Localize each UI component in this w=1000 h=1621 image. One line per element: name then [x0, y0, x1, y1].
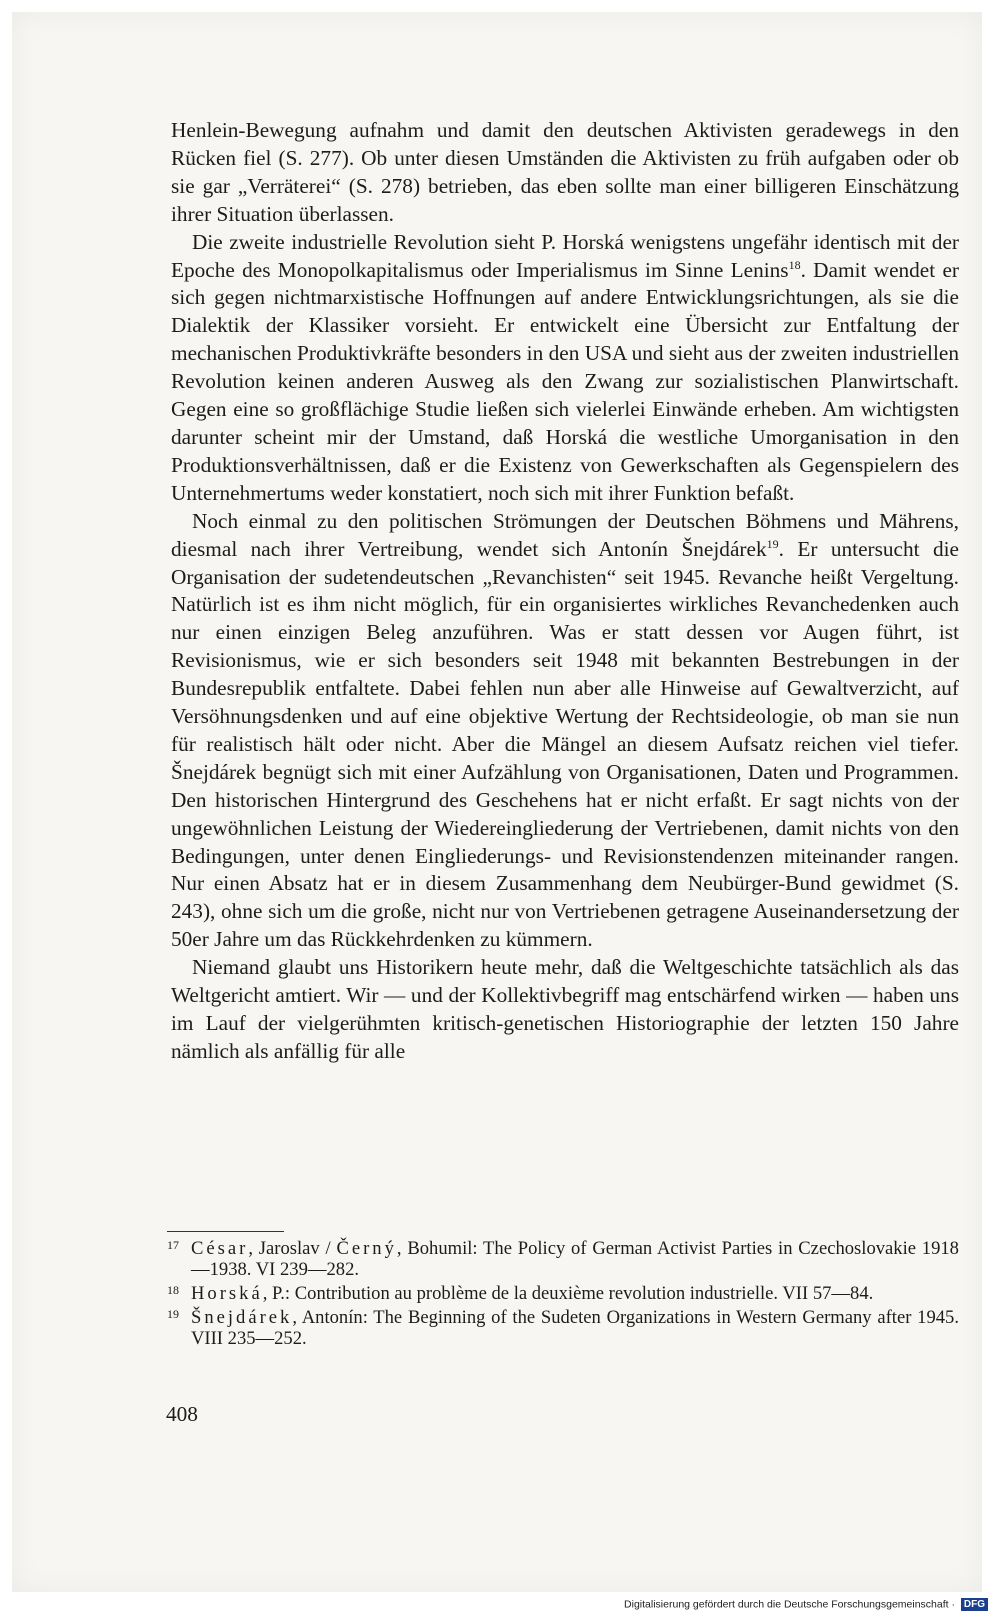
- footnote: [167, 1238, 959, 1280]
- footnote-divider: [167, 1231, 284, 1232]
- page-number: 408: [166, 1402, 198, 1426]
- footnote-reference: 18: [788, 257, 801, 272]
- footnote: [167, 1307, 959, 1349]
- footnote-number: 17: [167, 1238, 179, 1252]
- paragraph: [171, 508, 959, 955]
- footnote-reference: 19: [766, 536, 779, 551]
- funding-notice-text: Digitalisierung gefördert durch die Deutsche Forschungsgemeinschaft ·: [624, 1598, 955, 1611]
- footnote-text: , P.: Contribution au problème de la deuxième revolution industrielle. VII 57—84.: [262, 1283, 874, 1304]
- paragraph-text: Noch einmal zu den politischen Strömungen der Deutschen Böhmens und Mährens, diesmal nach ihrer Vertreibung, wendet sich Antonín Šnejdárek: [171, 508, 959, 561]
- paragraph-text: . Er untersucht die Organisation der sudetendeutschen „Revanchisten“ seit 1945. Revanche heißt Vergeltung. Natürlich ist es ihm nicht möglich, für ein organisiertes wirkliches Revanchedenken auch nur einen einzigen Beleg anzuführen. Was er statt dessen vor Augen führt, ist Revisionismus, wie er sich besonders seit 1948 mit bekannten Bestrebungen in der Bundesrepublik entfaltete. Dabei fehlen nun aber alle Hinweise auf Gewaltverzicht, auf Versöhnungsdenken und auf eine objektive Wertung der Rechtsideologie, ob man sie nun für realistisch hält oder nicht. Aber die Mängel an diesem Aufsatz reichen viel tiefer. Šnejdárek begnügt sich mit einer Aufzählung von Organisationen, Daten und Programmen. Den historischen Hintergrund des Geschehens hat er nicht erfaßt. Er sagt nichts von der ungewöhnlichen Leistung der Wiedereingliederung der Vertriebenen, damit nichts von den Bedingungen, unter denen Eingliederungs- und Revisionstendenzen miteinander rangen. Nur einen Absatz hat er in diesem Zusammenhang dem Neubürger-Bund gewidmet (S. 243), ohne sich um die große, nicht nur von Vertriebenen getragene Auseinandersetzung der 50er Jahre um das Rückkehrdenken zu kümmern.: [171, 536, 960, 952]
- paragraph: [171, 954, 959, 1066]
- footnotes: [167, 1238, 959, 1352]
- main-text: [171, 117, 959, 1066]
- footnote-author: Černý: [336, 1238, 397, 1259]
- footnote-text: , Antonín: The Beginning of the Sudeten Organizations in Western Germany after 1945. VIII 235—252.: [191, 1307, 959, 1349]
- footnote-number: 19: [167, 1307, 179, 1321]
- footnote-author: César: [191, 1238, 249, 1259]
- funding-notice: [624, 1598, 988, 1611]
- dfg-logo: DFG: [961, 1598, 988, 1611]
- paragraph: [171, 229, 959, 508]
- footnote-text: , Bohumil: The Policy of German Activist Parties in Czechoslovakie 1918—1938. VI 239—282.: [191, 1238, 959, 1280]
- paragraph-text: Niemand glaubt uns Historikern heute mehr, daß die Weltgeschichte tatsächlich als das Weltgericht amtiert. Wir — und der Kollektivbegriff mag entschärfend wirken — haben uns im Lauf der vielgerühmten kritisch-genetischen Historiographie der letzten 150 Jahre nämlich als anfällig für alle: [171, 955, 959, 1063]
- paragraph: [171, 117, 959, 229]
- footnote-text: , Jaroslav /: [248, 1238, 337, 1259]
- footnote: [167, 1283, 959, 1304]
- paragraph-text: Henlein-Bewegung aufnahm und damit den deutschen Aktivisten geradewegs in den Rücken fiel (S. 277). Ob unter diesen Umständen die Aktivisten zu früh aufgaben oder ob sie gar „Verräterei“ (S. 278) betrieben, das eben sollte man einer billigeren Einschätzung ihrer Situation überlassen.: [171, 118, 959, 226]
- paragraph-text: . Damit wendet er sich gegen nichtmarxistische Hoffnungen auf andere Entwicklungsrichtungen, als sie die Dialektik der Klassiker vorsieht. Er entwickelt eine Übersicht zur Entfaltung der mechanischen Produktivkräfte besonders in den USA und sieht aus der zweiten industriellen Revolution keinen anderen Ausweg als den Zwang zur sozialistischen Planwirtschaft. Gegen eine so großflächige Studie ließen sich vielerlei Einwände erheben. Am wichtigsten darunter scheint mir der Umstand, daß Horská die westliche Umorganisation in den Produktionsverhältnissen, daß er die Existenz von Gewerkschaften als Gegenspielern des Unternehmertums weder konstatiert, noch sich mit ihrer Funktion befaßt.: [171, 257, 960, 505]
- footnote-number: 18: [167, 1283, 179, 1297]
- footnote-author: Horská: [191, 1283, 263, 1304]
- footnote-author: Šnejdárek: [191, 1307, 293, 1328]
- paragraph-text: Die zweite industrielle Revolution sieht P. Horská wenigstens ungefähr identisch mit der Epoche des Monopolkapitalismus oder Imperialismus im Sinne Lenins: [171, 229, 959, 282]
